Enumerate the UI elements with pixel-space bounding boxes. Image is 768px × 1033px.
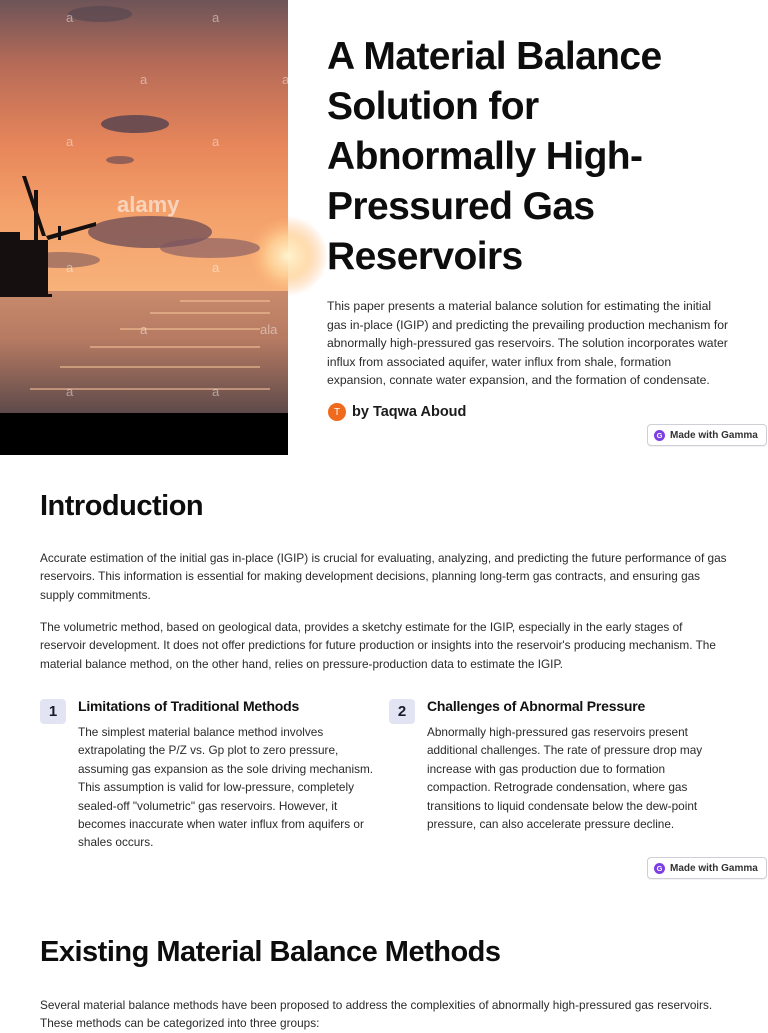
hero-section xyxy=(0,0,768,455)
card-body: The simplest material balance method involves extrapolating the P/Z vs. Gp plot to zero pressure, assuming gas expansion as the sole driving mechanism. This assumption is valid for low-pressure, completely sealed-off "volumetric" gas reservoirs. However, it becomes inaccurate when water influx from aquifers or shales occurs. xyxy=(78,725,374,850)
svg-text:a: a xyxy=(212,384,220,399)
author-name[interactable]: by Taqwa Aboud xyxy=(352,404,467,420)
badge-label: Made with Gamma xyxy=(670,862,758,874)
badge-label: Made with Gamma xyxy=(670,429,758,441)
card-body: Abnormally high-pressured gas reservoirs present additional challenges. The rate of pressure drop may increase with gas production due to formation compaction. Retrograde condensation, where gas transitions to liquid condensate below the dew-point pressure, can also accelerate pressure decline. xyxy=(427,725,703,832)
page-title: A Material Balance Solution for Abnormally High-Pressured Gas Reservoirs xyxy=(327,35,662,278)
hero-description: This paper presents a material balance solution for estimating the initial gas in-place (IGIP) and predicting the prevailing production mechanism for abnormally high-pressured gas reservoirs. The solution incorporates water influx from associated aquifer, water influx from shale, formation expansion, connate water expansion, and the formation of condensate. xyxy=(327,299,729,387)
avatar[interactable]: T xyxy=(328,403,346,421)
author-byline[interactable] xyxy=(328,402,466,422)
card-number: 1 xyxy=(40,699,66,724)
svg-text:a: a xyxy=(140,322,148,337)
card-title: Limitations of Traditional Methods xyxy=(78,698,300,714)
gamma-logo-icon: G xyxy=(654,430,665,441)
existing-methods-heading: Existing Material Balance Methods xyxy=(40,936,501,968)
svg-text:a: a xyxy=(212,10,220,25)
made-with-gamma-button[interactable] xyxy=(647,424,767,446)
gamma-logo-icon: G xyxy=(654,863,665,874)
hero-image xyxy=(0,0,288,455)
svg-text:a: a xyxy=(66,260,74,275)
intro-paragraph-2: The volumetric method, based on geological data, provides a sketchy estimate for the IGIP, especially in the early stages of reservoir development. It does not offer predictions for future production or insights into the reservoir's producing mechanism. The material balance method, on the other hand, relies on pressure-production data to estimate the IGIP. xyxy=(40,620,716,671)
svg-text:ala: ala xyxy=(260,322,278,337)
existing-methods-paragraph: Several material balance methods have been proposed to address the complexities of abnormally high-pressured gas reservoirs. These methods can be categorized into three groups: xyxy=(40,998,713,1031)
card-number: 2 xyxy=(389,699,415,724)
svg-text:a: a xyxy=(212,260,220,275)
introduction-heading: Introduction xyxy=(40,490,204,522)
card-title: Challenges of Abnormal Pressure xyxy=(427,698,646,714)
svg-text:a: a xyxy=(66,384,74,399)
svg-text:a: a xyxy=(212,134,220,149)
made-with-gamma-button[interactable] xyxy=(647,857,767,879)
svg-text:a: a xyxy=(66,134,74,149)
intro-paragraph-1: Accurate estimation of the initial gas in-place (IGIP) is crucial for evaluating, analyzing, and predicting the future performance of gas reservoirs. This information is essential for making development decisions, planning long-term gas contracts, and ensuring gas supply commitments. xyxy=(40,551,727,602)
svg-text:a: a xyxy=(282,72,290,87)
watermark-alamy: alamy xyxy=(117,192,180,217)
svg-text:a: a xyxy=(66,10,74,25)
svg-text:a: a xyxy=(140,72,148,87)
